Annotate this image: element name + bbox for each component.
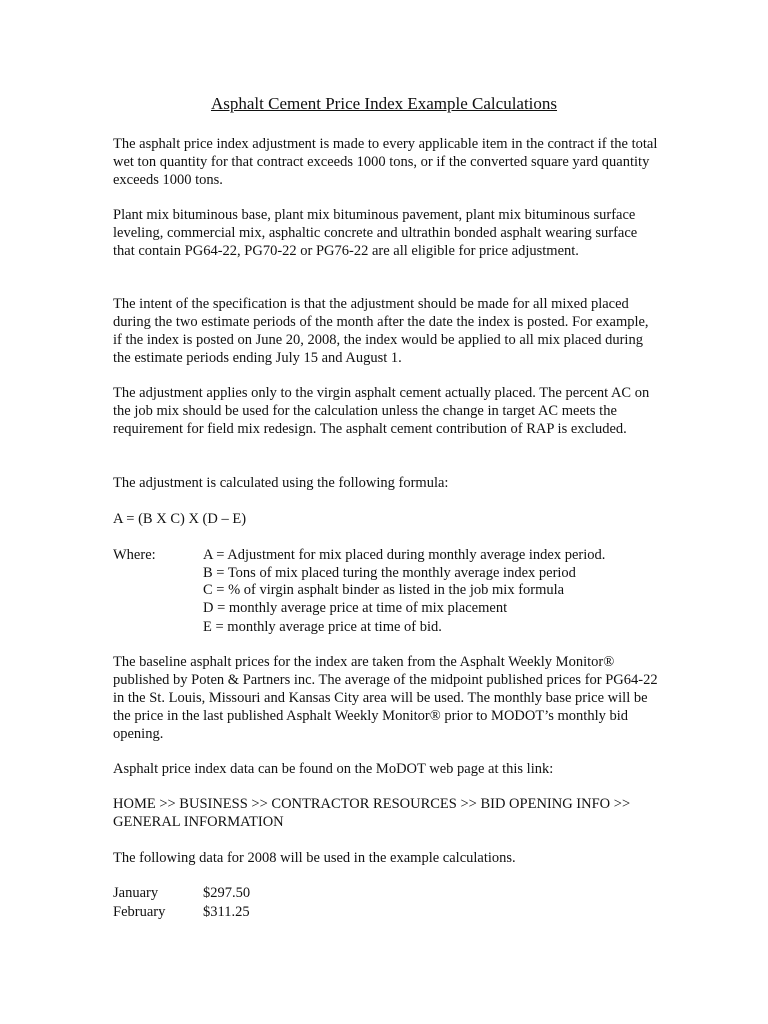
paragraph-text: The baseline asphalt prices for the index are taken from the Asphalt Weekly Monitor® published by Poten & Partners inc. The average of the midpoint published prices for PG64-22 in the St. Louis, Missouri and Kansas City area will be used. The monthly base price will be the price in the last published Asphalt Weekly Monitor® prior to MODOT’s monthly bid opening. xyxy=(113,654,658,742)
paragraph-threshold xyxy=(113,135,661,189)
definition-e: E = monthly average price at time of bid. xyxy=(203,619,442,635)
formula: A = (B X C) X (D – E) xyxy=(113,511,247,527)
paragraph-text: The following data for 2008 will be used in the example calculations. xyxy=(113,850,516,866)
paragraph-link-intro xyxy=(113,760,661,778)
definition-a: A = Adjustment for mix placed during monthly average index period. xyxy=(203,547,606,563)
paragraph-text: The asphalt price index adjustment is made to every applicable item in the contract if the total wet ton quantity for that contract exceeds 1000 tons, or if the converted square yard quantity exceeds 1000 tons. xyxy=(113,136,658,188)
definition-c: C = % of virgin asphalt binder as listed in the job mix formula xyxy=(203,582,565,598)
navigation-path xyxy=(113,795,661,831)
where-label: Where: xyxy=(113,547,156,563)
price-month-february: February xyxy=(113,904,166,920)
paragraph-eligible-items xyxy=(113,206,661,260)
paragraph-virgin-asphalt xyxy=(113,384,661,438)
price-value-january: $297.50 xyxy=(203,885,251,901)
definition-d: D = monthly average price at time of mix placement xyxy=(203,600,508,616)
price-value-february: $311.25 xyxy=(203,904,250,920)
paragraph-text: The intent of the specification is that the adjustment should be made for all mixed placed during the two estimate periods of the month after the date the index is posted. For example, if the index is posted on June 20, 2008, the index would be applied to all mix placed during the estimate periods ending July 15 and August 1. xyxy=(113,296,649,366)
paragraph-baseline-prices xyxy=(113,653,661,743)
paragraph-text: Plant mix bituminous base, plant mix bituminous pavement, plant mix bituminous surface leveling, commercial mix, asphaltic concrete and ultrathin bonded asphalt wearing surface that contain PG64-22, PG70-22 or PG76-22 are all eligible for price adjustment. xyxy=(113,207,638,259)
paragraph-intent xyxy=(113,295,661,367)
paragraph-formula-intro xyxy=(113,474,661,492)
definition-b: B = Tons of mix placed turing the monthly average index period xyxy=(203,565,576,581)
paragraph-text: The adjustment applies only to the virgin asphalt cement actually placed. The percent AC on the job mix should be used for the calculation unless the change in target AC meets the requirement for field mix redesign. The asphalt cement contribution of RAP is excluded. xyxy=(113,385,650,437)
paragraph-data-intro xyxy=(113,849,661,867)
paragraph-text: Asphalt price index data can be found on the MoDOT web page at this link: xyxy=(113,761,554,777)
document-title: Asphalt Cement Price Index Example Calculations xyxy=(210,94,558,113)
paragraph-text: HOME >> BUSINESS >> CONTRACTOR RESOURCES >> BID OPENING INFO >> GENERAL INFORMATION xyxy=(113,796,631,830)
paragraph-text: The adjustment is calculated using the following formula: xyxy=(113,475,449,491)
price-month-january: January xyxy=(113,885,159,901)
